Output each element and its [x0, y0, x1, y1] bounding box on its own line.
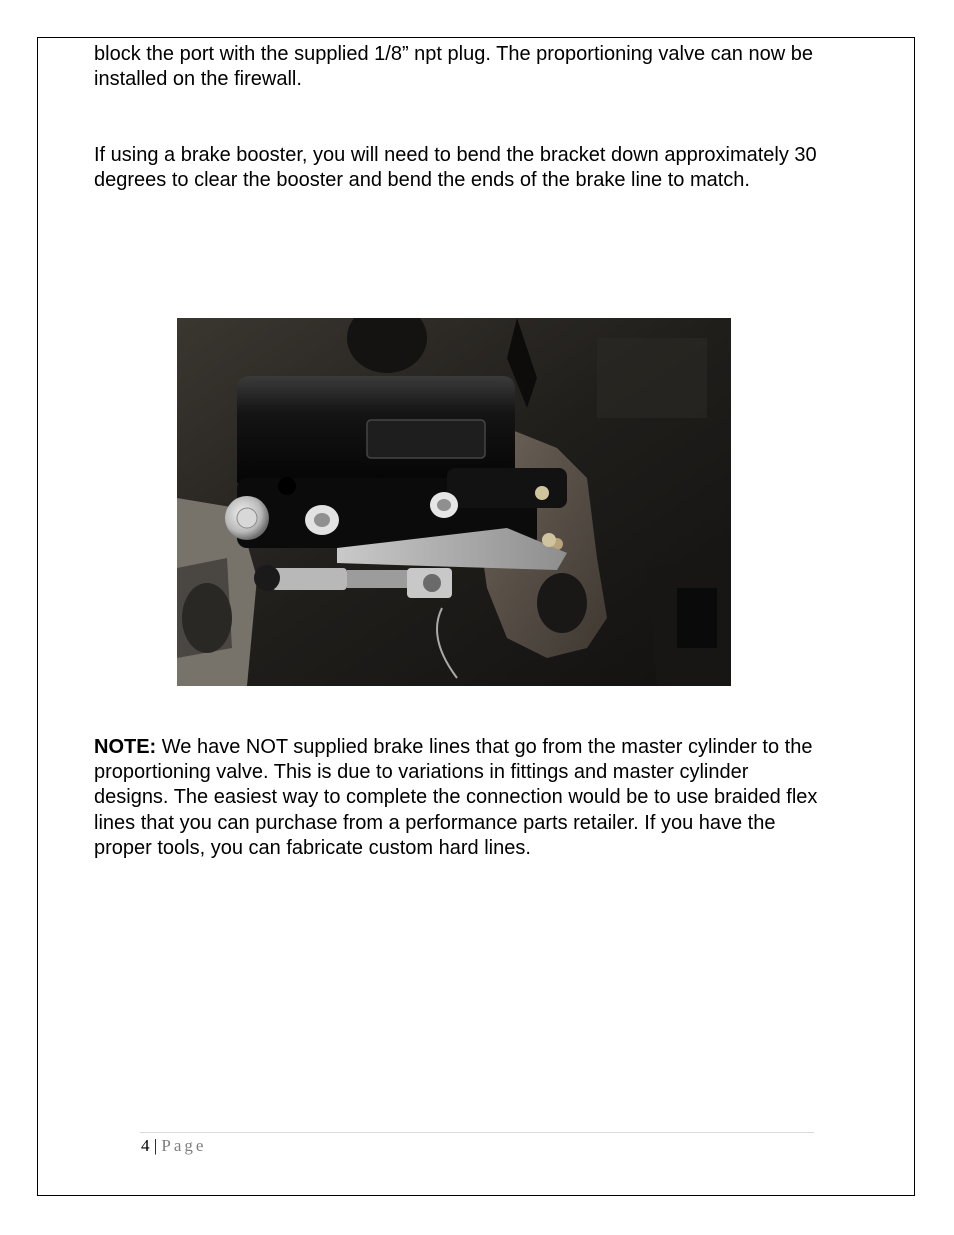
page-number: 4 — [141, 1136, 150, 1155]
instruction-paragraph-2: If using a brake booster, you will need to bend the bracket down approximately 30 degrees to clear the booster and bend the ends of the brake line to match. — [94, 144, 817, 192]
master-cylinder-photo — [177, 318, 731, 686]
page-word: Page — [161, 1136, 207, 1155]
note-label: NOTE: — [94, 736, 157, 758]
footer-rule — [140, 1132, 814, 1133]
page-footer — [141, 1136, 206, 1156]
page-separator: | — [149, 1136, 162, 1155]
note-text: We have NOT supplied brake lines that go from the master cylinder to the proportioning valve. This is due to variations in fittings and master cylinder designs. The easiest way to complete the connection would be to use braided flex lines that you can purchase from a performance parts retailer. If you have the proper tools, you can fabricate custom hard lines. — [94, 736, 818, 859]
instruction-paragraph-1: block the port with the supplied 1/8” npt plug. The proportioning valve can now be installed on the firewall. — [94, 43, 813, 91]
note-paragraph — [94, 735, 824, 861]
